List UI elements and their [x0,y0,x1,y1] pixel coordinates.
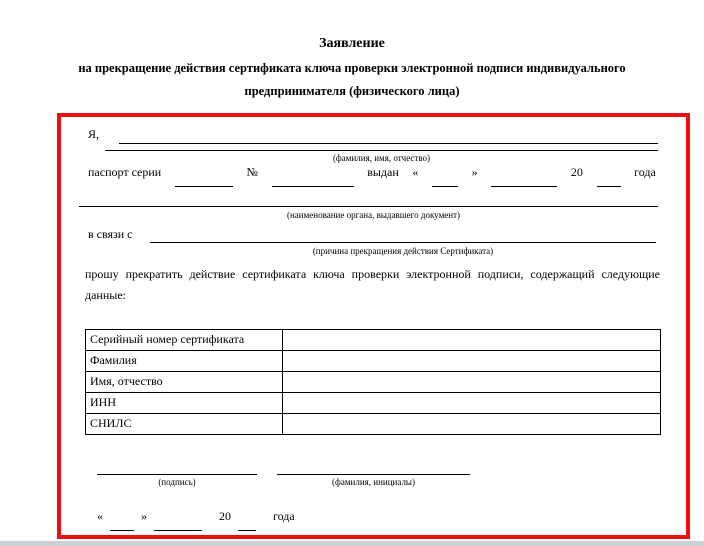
initials-fill-line[interactable] [277,474,470,475]
passport-number-sign: № [246,165,258,179]
date-day-field[interactable] [110,519,134,531]
issuer-caption: (наименование органа, выдавшего документ) [286,210,461,220]
row-value-cell[interactable] [283,330,661,351]
signature-fill-line[interactable] [97,474,257,475]
passport-row [88,165,656,187]
date-month-field[interactable] [154,519,202,531]
issued-label: выдан [367,165,399,179]
row-label-cell: Серийный номер сертификата [86,330,283,351]
reason-fill-line[interactable] [150,242,656,243]
reason-label: в связи с [88,227,133,241]
row-value-cell[interactable] [283,393,661,414]
reason-caption: (причина прекращения действия Сертификата) [312,246,494,256]
issue-year-field[interactable] [597,175,621,187]
page-bottom-edge [0,541,704,546]
document-subtitle-line-1: на прекращение действия сертификата ключа проверки электронной подписи индивидуального [78,61,626,75]
applicant-prefix-label: Я, [88,127,100,141]
issuer-fill-line[interactable] [79,206,658,207]
issue-year-word-label: года [634,165,656,179]
document-subtitle-line-2: предпринимателя (физического лица) [244,84,460,98]
row-label-cell: ИНН [86,393,283,414]
issue-century-label: 20 [570,165,583,179]
passport-series-field[interactable] [175,175,233,187]
issue-date-open-quote: « [412,165,419,179]
row-label-cell: Имя, отчество [86,372,283,393]
name-fill-line-1[interactable] [119,143,658,144]
date-close-quote: » [141,509,147,523]
document-title: Заявление [319,36,385,51]
issue-day-field[interactable] [432,175,458,187]
signature-caption: (подпись) [158,477,196,487]
passport-series-label: паспорт серии [88,165,162,179]
document-header [0,36,704,98]
date-row [97,509,302,531]
request-paragraph: прошу прекратить действие сертификата ключа проверки электронной подписи, содержащий следующие данные: [85,267,660,302]
issue-date-close-quote: » [471,165,478,179]
initials-caption: (фамилия, инициалы) [332,477,415,487]
date-open-quote: « [97,509,103,523]
table-row [86,393,661,414]
name-caption: (фамилия, имя, отчество) [332,153,431,163]
table-row [86,330,661,351]
highlight-annotation-box [57,113,690,539]
date-year-word-label: года [273,509,295,523]
table-row [86,414,661,435]
row-label-cell: СНИЛС [86,414,283,435]
passport-number-field[interactable] [272,175,354,187]
name-fill-line-2[interactable] [105,150,658,151]
date-century-label: 20 [219,509,231,523]
table-row [86,372,661,393]
row-label-cell: Фамилия [86,351,283,372]
row-value-cell[interactable] [283,351,661,372]
issue-month-field[interactable] [491,175,557,187]
row-value-cell[interactable] [283,414,661,435]
row-value-cell[interactable] [283,372,661,393]
date-year-field[interactable] [238,519,256,531]
certificate-table [85,329,661,435]
table-row [86,351,661,372]
